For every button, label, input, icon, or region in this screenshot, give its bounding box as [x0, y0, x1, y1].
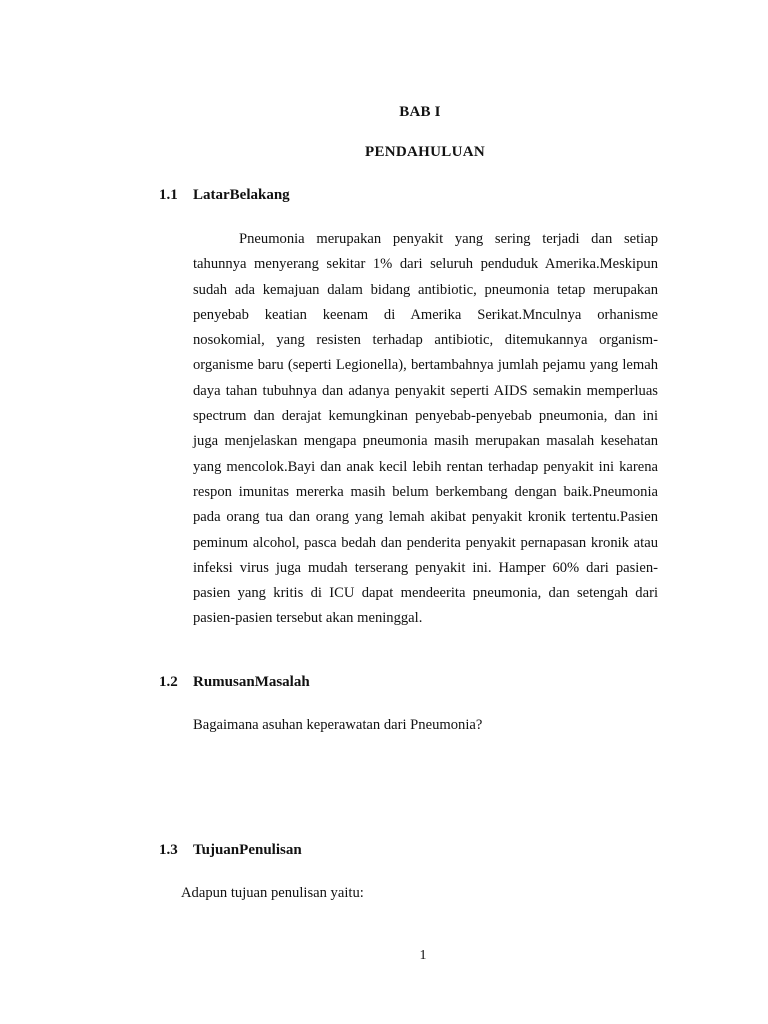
section-number: 1.1	[159, 187, 178, 203]
section-heading-1-1	[159, 187, 290, 204]
section-number: 1.3	[159, 842, 178, 858]
page-number: 1	[419, 948, 427, 963]
problem-statement: Bagaimana asuhan keperawatan dari Pneumonia?	[193, 717, 483, 733]
section-title: TujuanPenulisan	[193, 842, 302, 858]
purpose-intro: Adapun tujuan penulisan yaitu:	[181, 885, 364, 901]
section-number: 1.2	[159, 674, 178, 690]
chapter-title: PENDAHULUAN	[365, 144, 485, 160]
section-heading-1-2	[159, 674, 310, 691]
chapter-heading: BAB I	[399, 104, 441, 120]
section-title: RumusanMasalah	[193, 674, 310, 690]
section-heading-1-3	[159, 842, 302, 859]
section-title: LatarBelakang	[193, 187, 290, 203]
background-paragraph: Pneumonia merupakan penyakit yang sering terjadi dan setiap tahunnya menyerang sekitar 1% dari seluruh penduduk Amerika.Meskipun sudah ada kemajuan dalam bidang antibiotic, pneumonia tetap merupakan penyebab keatian keenam di Amerika Serikat.Mnculnya orhanisme nosokomial, yang resisten terhadap antibiotic, ditemukannya organism-organisme baru (seperti Legionella), bertambahnya jumlah pejamu yang lemah daya tahan tubuhnya dan adanya penyakit seperti AIDS semakin memperluas spectrum dan derajat kemungkinan penyebab-penyebab pneumonia, dan ini juga menjelaskan mengapa pneumonia masih merupakan masalah kesehatan yang mencolok.Bayi dan anak kecil lebih rentan terhadap penyakit ini karena respon imunitas mererka masih belum berkembang dengan baik.Pneumonia pada orang tua dan orang yang lemah akibat penyakit kronik tertentu.Pasien peminum alcohol, pasca bedah dan penderita penyakit pernapasan kronik atau infeksi virus juga mudah terserang penyakit ini. Hamper 60% dari pasien-pasien yang kritis di ICU dapat mendeerita pneumonia, dan setengah dari pasien-pasien tersebut akan meninggal.	[193, 231, 658, 627]
